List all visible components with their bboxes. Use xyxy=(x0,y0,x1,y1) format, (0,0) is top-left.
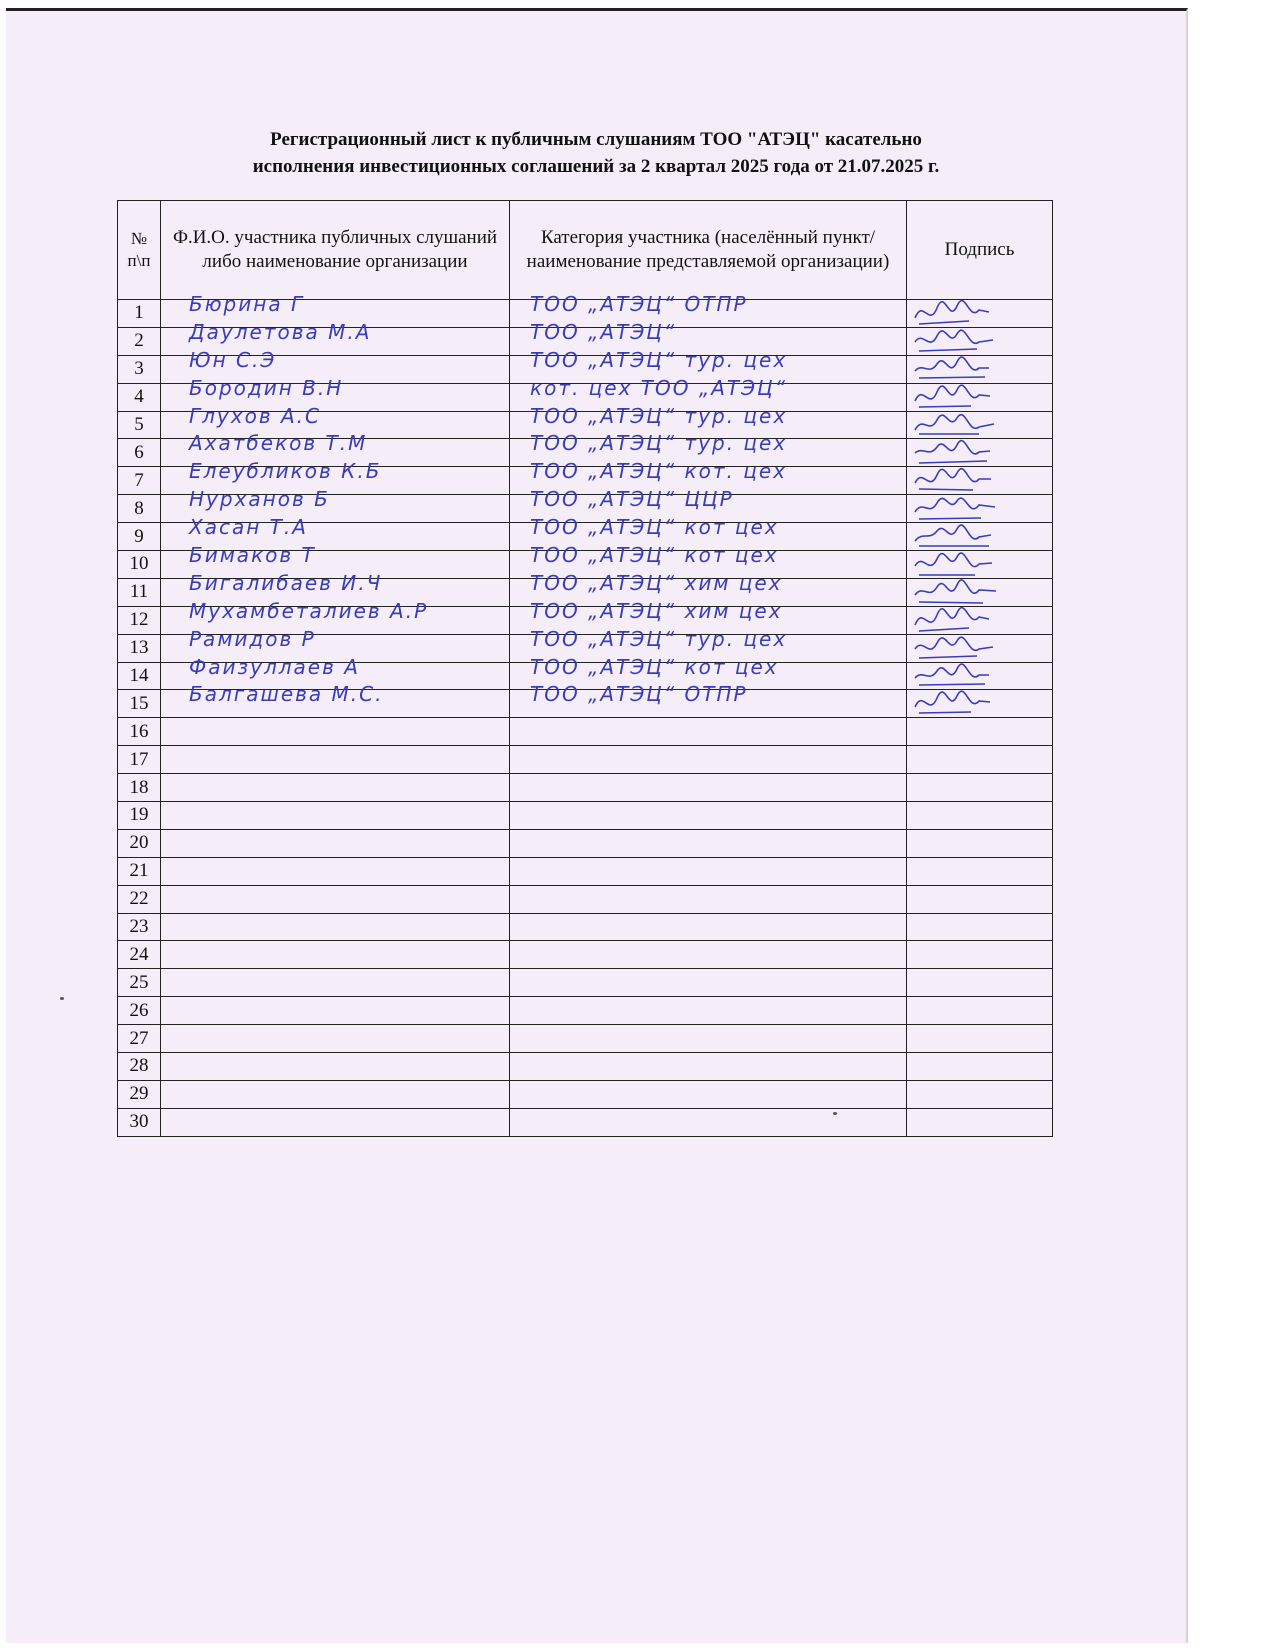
row-number: 21 xyxy=(118,857,161,885)
table-row xyxy=(118,969,1053,997)
row-number: 15 xyxy=(118,690,161,718)
handwritten-category: ТОО „АТЭЦ“ тур. цех xyxy=(530,431,788,456)
table-row xyxy=(118,829,1053,857)
table-row xyxy=(118,802,1053,830)
participant-category-cell xyxy=(510,969,907,997)
row-number: 24 xyxy=(118,941,161,969)
handwritten-category: ТОО „АТЭЦ“ кот цех xyxy=(530,654,779,679)
participant-category-cell xyxy=(510,941,907,969)
table-row xyxy=(118,997,1053,1025)
header-number: № п\п xyxy=(118,201,161,300)
participant-name-cell xyxy=(161,857,510,885)
signature-cell xyxy=(907,718,1053,746)
handwritten-category: ТОО „АТЭЦ“ xyxy=(530,319,677,344)
row-number: 12 xyxy=(118,606,161,634)
participant-category-cell xyxy=(510,829,907,857)
participant-category-cell xyxy=(510,1025,907,1053)
table-row xyxy=(118,718,1053,746)
participant-category-cell xyxy=(510,802,907,830)
participant-name-cell xyxy=(161,885,510,913)
table-row xyxy=(118,1025,1053,1053)
row-number: 6 xyxy=(118,439,161,467)
row-number: 1 xyxy=(118,300,161,328)
participant-category-cell xyxy=(510,997,907,1025)
row-number: 13 xyxy=(118,634,161,662)
table-row xyxy=(118,941,1053,969)
participant-name-cell xyxy=(161,1053,510,1081)
table-row xyxy=(118,857,1053,885)
row-number: 5 xyxy=(118,411,161,439)
participant-name-cell xyxy=(161,1025,510,1053)
header-category: Категория участника (населённый пункт/наименование представляемой организации) xyxy=(510,201,907,300)
handwritten-name: Нурханов Б xyxy=(189,487,330,512)
handwritten-name: Бородин В.Н xyxy=(189,375,344,400)
row-number: 26 xyxy=(118,997,161,1025)
row-number: 23 xyxy=(118,913,161,941)
participant-category-cell xyxy=(510,885,907,913)
row-number: 9 xyxy=(118,523,161,551)
signature-cell xyxy=(907,913,1053,941)
participant-name-cell xyxy=(161,718,510,746)
participant-category-cell xyxy=(510,774,907,802)
row-number: 16 xyxy=(118,718,161,746)
title-line-2: исполнения инвестиционных соглашений за 2 квартал 2025 года от 21.07.2025 г. xyxy=(252,156,940,177)
handwritten-category: ТОО „АТЭЦ“ кот цех xyxy=(530,515,779,540)
row-number: 18 xyxy=(118,774,161,802)
handwritten-category: ТОО „АТЭЦ“ тур. цех xyxy=(530,403,788,428)
handwritten-category: ТОО „АТЭЦ“ ЦЦР xyxy=(530,487,734,512)
row-number: 30 xyxy=(118,1108,161,1136)
participant-category-cell xyxy=(510,682,907,718)
participant-category-cell xyxy=(510,746,907,774)
header-signature: Подпись xyxy=(907,201,1053,300)
signature-cell xyxy=(907,829,1053,857)
participant-name-cell xyxy=(161,1080,510,1108)
signature-cell xyxy=(907,746,1053,774)
handwritten-category: ТОО „АТЭЦ“ кот. цех xyxy=(530,459,787,484)
registration-table xyxy=(117,200,1053,1137)
participant-name-cell xyxy=(161,969,510,997)
row-number: 2 xyxy=(118,327,161,355)
handwritten-name: Бимаков Т xyxy=(189,543,316,568)
handwritten-name: Балгашева М.С. xyxy=(189,682,384,707)
row-number: 29 xyxy=(118,1080,161,1108)
handwritten-category: ТОО „АТЭЦ“ ОТПР xyxy=(530,682,748,707)
signature-cell xyxy=(907,857,1053,885)
participant-name-cell xyxy=(161,829,510,857)
participant-category-cell xyxy=(510,913,907,941)
signature-cell xyxy=(907,1080,1053,1108)
table-row xyxy=(118,913,1053,941)
participant-name-cell xyxy=(161,682,510,718)
participant-category-cell xyxy=(510,1108,907,1136)
handwritten-category: ТОО „АТЭЦ“ кот цех xyxy=(530,543,779,568)
handwritten-name: Рамидов Р xyxy=(189,626,316,651)
signature-cell xyxy=(907,1108,1053,1136)
participant-name-cell xyxy=(161,913,510,941)
row-number: 3 xyxy=(118,355,161,383)
row-number: 14 xyxy=(118,662,161,690)
row-number: 20 xyxy=(118,829,161,857)
row-number: 27 xyxy=(118,1025,161,1053)
table-row xyxy=(118,1108,1053,1136)
table-row xyxy=(118,746,1053,774)
row-number: 19 xyxy=(118,802,161,830)
table-header-row xyxy=(118,201,1053,300)
participant-name-cell xyxy=(161,997,510,1025)
table-row xyxy=(118,885,1053,913)
signature-cell xyxy=(907,997,1053,1025)
handwritten-name: Даулетова М.А xyxy=(189,319,372,344)
signature-scribble xyxy=(909,684,1004,722)
signature-cell xyxy=(907,941,1053,969)
participant-name-cell xyxy=(161,1108,510,1136)
handwritten-category: ТОО „АТЭЦ“ хим цех xyxy=(530,570,783,595)
handwritten-name: Бигалибаев И.Ч xyxy=(189,570,383,595)
handwritten-name: Елеубликов К.Б xyxy=(189,459,382,484)
handwritten-name: Ахатбеков Т.М xyxy=(189,431,368,456)
participant-category-cell xyxy=(510,1080,907,1108)
handwritten-category: ТОО „АТЭЦ“ тур. цех xyxy=(530,626,788,651)
signature-cell xyxy=(907,802,1053,830)
handwritten-name: Мухамбеталиев А.Р xyxy=(189,598,429,623)
signature-cell xyxy=(907,774,1053,802)
row-number: 25 xyxy=(118,969,161,997)
handwritten-name: Глухов А.С xyxy=(189,403,321,428)
row-number: 4 xyxy=(118,383,161,411)
row-number: 10 xyxy=(118,551,161,579)
participant-name-cell xyxy=(161,774,510,802)
handwritten-category: кот. цех ТОО „АТЭЦ“ xyxy=(530,375,787,400)
handwritten-category: ТОО „АТЭЦ“ хим цех xyxy=(530,598,783,623)
document-title xyxy=(6,126,1186,180)
handwritten-name: Фаизуллаев А xyxy=(189,654,360,679)
handwritten-category: ТОО „АТЭЦ“ ОТПР xyxy=(530,292,748,316)
row-number: 22 xyxy=(118,885,161,913)
handwritten-name: Хасан Т.А xyxy=(189,515,308,540)
table-row xyxy=(118,774,1053,802)
signature-cell xyxy=(907,690,1053,718)
participant-category-cell xyxy=(510,718,907,746)
signature-cell xyxy=(907,969,1053,997)
row-number: 11 xyxy=(118,578,161,606)
row-number: 8 xyxy=(118,495,161,523)
row-number: 17 xyxy=(118,746,161,774)
row-number: 7 xyxy=(118,467,161,495)
handwritten-name: Юн С.Э xyxy=(189,347,277,372)
row-number: 28 xyxy=(118,1053,161,1081)
table-row xyxy=(118,690,1053,718)
participant-name-cell xyxy=(161,941,510,969)
title-line-1: Регистрационный лист к публичным слушаниям ТОО "АТЭЦ" касательно xyxy=(270,129,922,150)
participant-category-cell xyxy=(510,857,907,885)
participant-name-cell xyxy=(161,746,510,774)
table-row xyxy=(118,1053,1053,1081)
signature-cell xyxy=(907,1025,1053,1053)
handwritten-name: Бюрина Г xyxy=(189,292,305,316)
scan-speck xyxy=(60,997,64,1000)
participant-name-cell xyxy=(161,802,510,830)
signature-cell xyxy=(907,885,1053,913)
handwritten-category: ТОО „АТЭЦ“ тур. цех xyxy=(530,347,788,372)
table-body xyxy=(118,292,1053,1137)
header-name: Ф.И.О. участника публичных слушаний либо наименование организации xyxy=(161,201,510,300)
scan-margin xyxy=(1196,0,1275,1650)
signature-cell xyxy=(907,1053,1053,1081)
participant-category-cell xyxy=(510,1053,907,1081)
table-row xyxy=(118,1080,1053,1108)
